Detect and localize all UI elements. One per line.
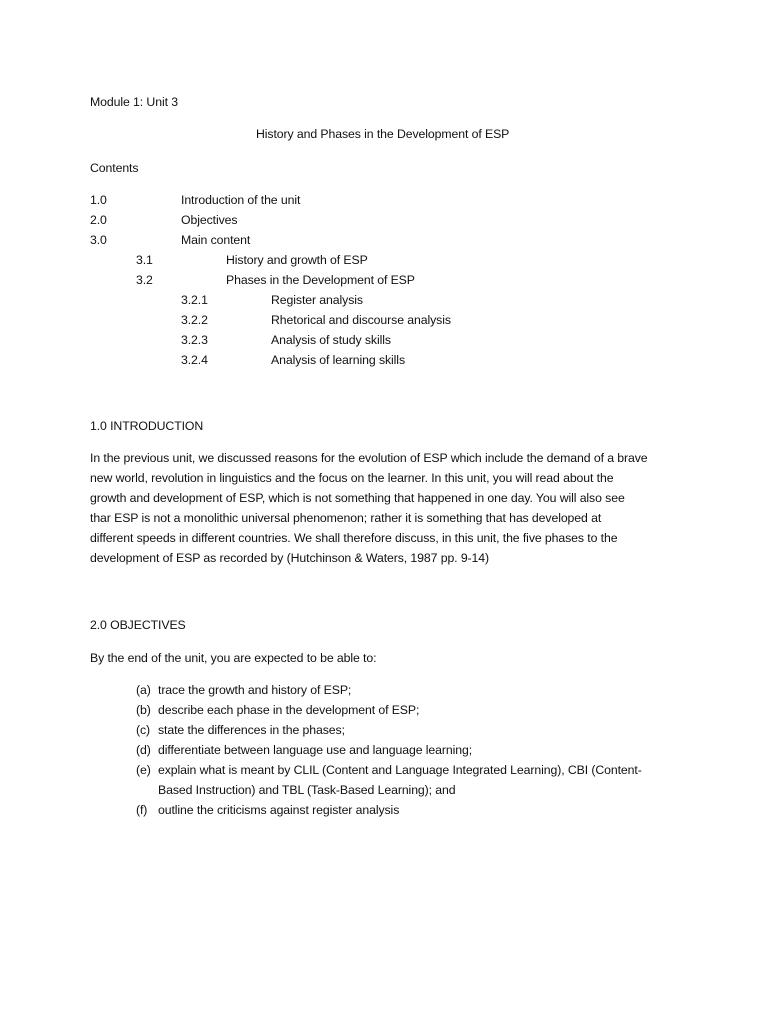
list-item: differentiate between language use and language learning; <box>158 743 473 757</box>
list-item-continuation: Based Instruction) and TBL (Task-Based Learning); and <box>158 783 456 797</box>
toc-number: 3.2.4 <box>181 353 208 367</box>
toc-item-text: Rhetorical and discourse analysis <box>271 313 451 327</box>
toc-number: 3.2.2 <box>181 313 208 327</box>
paragraph-line: different speeds in different countries. We shall therefore discuss, in this unit, the five phases to the <box>90 531 618 545</box>
module-heading: Module 1: Unit 3 <box>90 95 178 109</box>
list-marker: (b) <box>136 703 151 717</box>
list-marker: (d) <box>136 743 151 757</box>
objectives-heading: 2.0 OBJECTIVES <box>90 618 186 632</box>
list-marker: (e) <box>136 763 151 777</box>
toc-item-text: Main content <box>181 233 251 247</box>
introduction-heading: 1.0 INTRODUCTION <box>90 419 204 433</box>
toc-number: 1.0 <box>90 193 107 207</box>
toc-number: 2.0 <box>90 213 107 227</box>
page-title: History and Phases in the Development of ESP <box>256 127 510 141</box>
list-marker: (a) <box>136 683 151 697</box>
list-item: outline the criticisms against register analysis <box>158 803 400 817</box>
toc-number: 3.0 <box>90 233 107 247</box>
toc-number: 3.2.1 <box>181 293 208 307</box>
toc-item-text: Phases in the Development of ESP <box>226 273 415 287</box>
toc-number: 3.2.3 <box>181 333 208 347</box>
toc-item-text: Analysis of study skills <box>271 333 391 347</box>
list-marker: (c) <box>136 723 151 737</box>
paragraph-line: new world, revolution in linguistics and the focus on the learner. In this unit, you will read about the <box>90 471 614 485</box>
list-item: explain what is meant by CLIL (Content and Language Integrated Learning), CBI (Content- <box>158 763 642 777</box>
toc-item-text: Objectives <box>181 213 238 227</box>
introduction-paragraph <box>90 448 690 568</box>
list-item: state the differences in the phases; <box>158 723 345 737</box>
toc-item-text: History and growth of ESP <box>226 253 368 267</box>
paragraph-line: thar ESP is not a monolithic universal phenomenon; rather it is something that has developed at <box>90 511 602 525</box>
list-item: trace the growth and history of ESP; <box>158 683 352 697</box>
toc-number: 3.2 <box>136 273 153 287</box>
toc-item-text: Register analysis <box>271 293 363 307</box>
paragraph-line: development of ESP as recorded by (Hutchinson & Waters, 1987 pp. 9-14) <box>90 551 490 565</box>
objectives-lead: By the end of the unit, you are expected to be able to: <box>90 651 377 665</box>
toc-number: 3.1 <box>136 253 153 267</box>
list-marker: (f) <box>136 803 148 817</box>
list-item: describe each phase in the development of ESP; <box>158 703 420 717</box>
paragraph-line: growth and development of ESP, which is not something that happened in one day. You will also see <box>90 491 625 505</box>
contents-heading: Contents <box>90 161 139 175</box>
toc-item-text: Analysis of learning skills <box>271 353 405 367</box>
toc-item-text: Introduction of the unit <box>181 193 301 207</box>
paragraph-line: In the previous unit, we discussed reasons for the evolution of ESP which include the demand of a brave <box>90 451 648 465</box>
